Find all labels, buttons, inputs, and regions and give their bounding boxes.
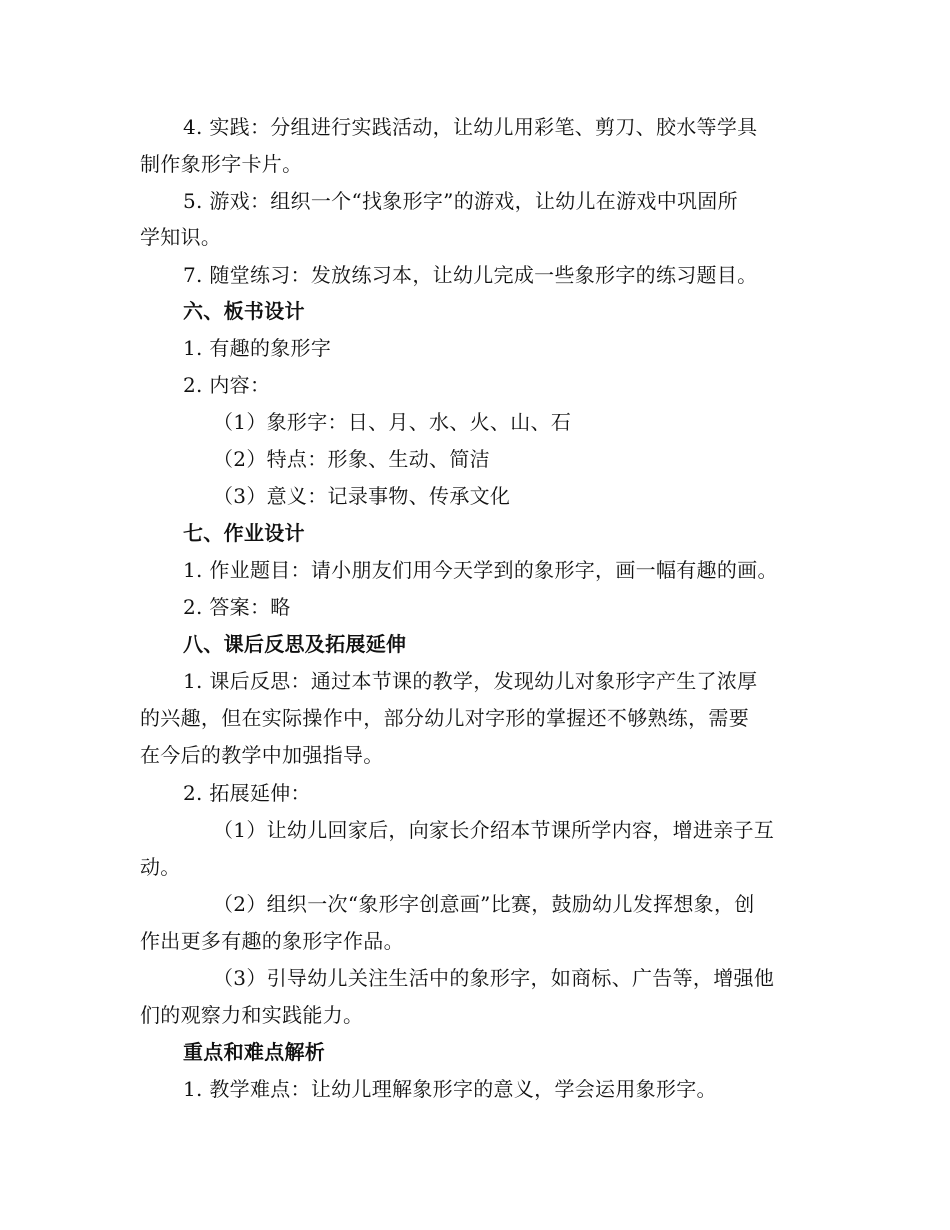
paragraph-line: 1. 课后反思：通过本节课的教学，发现幼儿对象形字产生了浓厚	[183, 669, 758, 693]
section-heading: 六、板书设计	[183, 299, 305, 323]
paragraph-line: 制作象形字卡片。	[140, 152, 303, 176]
paragraph-line: 1. 有趣的象形字	[183, 336, 332, 360]
paragraph-line: 4. 实践：分组进行实践活动，让幼儿用彩笔、剪刀、胶水等学具	[183, 115, 758, 139]
sub-item-line: （3）意义：记录事物、传承文化	[213, 484, 511, 508]
sub-item-line: （2）特点：形象、生动、简洁	[213, 447, 490, 471]
paragraph-line: 2. 拓展延伸：	[183, 781, 311, 805]
section-heading: 七、作业设计	[183, 521, 305, 545]
sub-item-line: （1）象形字：日、月、水、火、山、石	[213, 410, 572, 434]
sub-item-line: （1）让幼儿回家后，向家长介绍本节课所学内容，增进亲子互	[213, 818, 775, 842]
paragraph-line: 的兴趣，但在实际操作中，部分幼儿对字形的掌握还不够熟练，需要	[140, 706, 749, 730]
paragraph-line: 2. 答案：略	[183, 595, 291, 619]
sub-item-line: （2）组织一次“象形字创意画”比赛，鼓励幼儿发挥想象，创	[213, 892, 755, 916]
paragraph-line: 学知识。	[140, 225, 222, 249]
section-heading: 重点和难点解析	[183, 1040, 326, 1064]
paragraph-line: 2. 内容：	[183, 373, 271, 397]
paragraph-line: 5. 游戏：组织一个“找象形字”的游戏，让幼儿在游戏中巩固所	[183, 189, 738, 213]
paragraph-line: 们的观察力和实践能力。	[140, 1003, 364, 1027]
paragraph-line: 作出更多有趣的象形字作品。	[140, 929, 404, 953]
paragraph-line: 动。	[140, 855, 181, 879]
paragraph-line: 1. 作业题目：请小朋友们用今天学到的象形字，画一幅有趣的画。	[183, 558, 778, 582]
paragraph-line: 7. 随堂练习：发放练习本，让幼儿完成一些象形字的练习题目。	[183, 263, 758, 287]
paragraph-line: 1. 教学难点：让幼儿理解象形字的意义，学会运用象形字。	[183, 1077, 717, 1101]
section-heading: 八、课后反思及拓展延伸	[183, 632, 407, 656]
paragraph-line: 在今后的教学中加强指导。	[140, 743, 384, 767]
sub-item-line: （3）引导幼儿关注生活中的象形字，如商标、广告等，增强他	[213, 966, 775, 990]
